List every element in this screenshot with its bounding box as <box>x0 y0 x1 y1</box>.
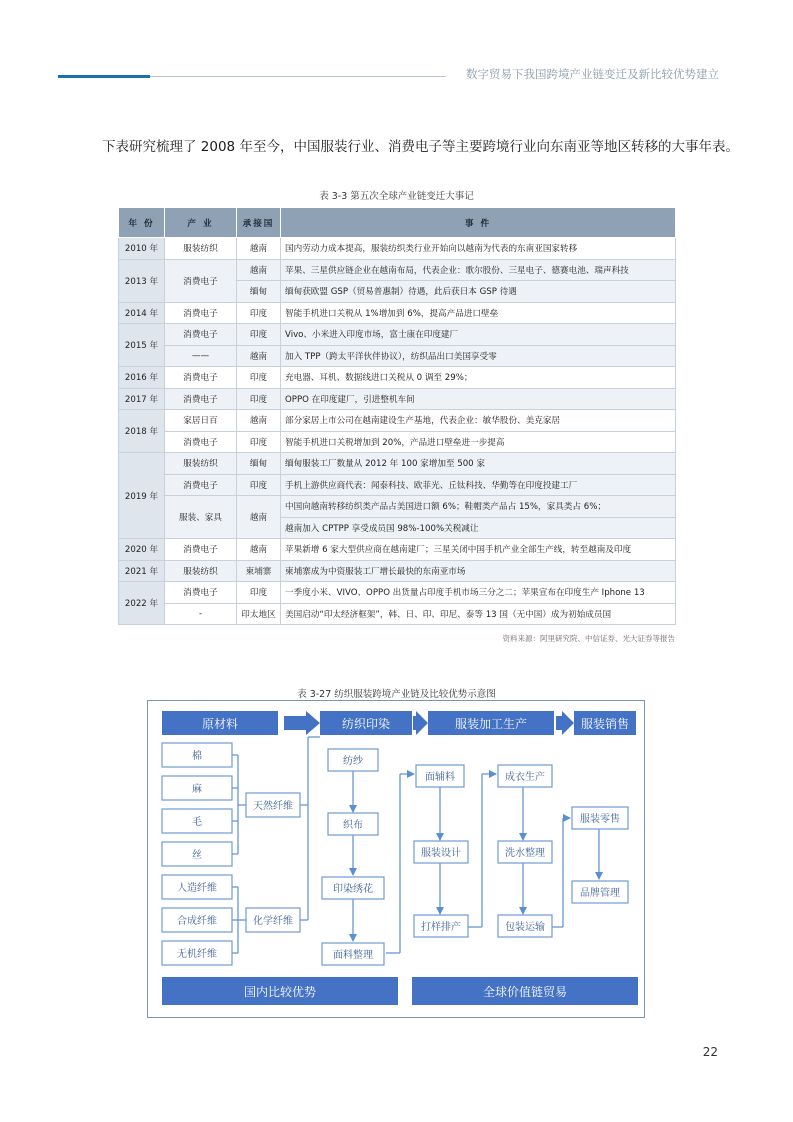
country-cell: 越南 <box>237 259 281 281</box>
table-row <box>119 474 676 496</box>
weaving-label: 织布 <box>343 820 363 831</box>
col-header-country: 承接国 <box>237 208 281 238</box>
event-cell: 苹果、三星供应链企业在越南布局，代表企业：歌尔股份、三星电子、德赛电池、瑞声科技 <box>281 259 676 281</box>
table-row <box>119 496 676 518</box>
country-cell: 柬埔寨 <box>237 560 281 582</box>
industry-cell: 消费电子 <box>165 259 237 302</box>
year-cell: 2020 年 <box>119 539 165 561</box>
event-cell: 苹果新增 6 家大型供应商在越南建厂；三星关闭中国手机产业全部生产线，转至越南及印度 <box>281 539 676 561</box>
table-row <box>119 603 676 625</box>
year-cell: 2014 年 <box>119 302 165 324</box>
industry-cell: 服装纺织 <box>165 560 237 582</box>
material-silk-label: 丝 <box>192 850 202 861</box>
event-cell: 智能手机进口关税从 1%增加到 6%，提高产品进口壁垒 <box>281 302 676 324</box>
stage-manufacturing <box>428 711 554 735</box>
event-cell: 缅甸服装工厂数量从 2012 年 100 家增加至 500 家 <box>281 453 676 475</box>
washing-label: 洗水整理 <box>505 848 545 859</box>
table-caption: 表 3-3 第五次全球产业链变迁大事记 <box>319 191 474 202</box>
stage-arrow <box>284 711 320 735</box>
intro-paragraph: 下表研究梳理了 2008 年至今，中国服装行业、消费电子等主要跨境行业向东南亚等地区转移的大事年表。 <box>102 139 739 155</box>
table-row <box>119 431 676 453</box>
stage-manufacturing-label: 服装加工生产 <box>454 717 528 731</box>
stage-arrow <box>556 711 574 735</box>
brand-management-label: 品牌管理 <box>580 888 620 899</box>
garment-production-label: 成衣生产 <box>505 772 545 783</box>
industry-cell: 消费电子 <box>165 388 237 410</box>
event-cell: 智能手机进口关税增加到 20%，产品进口壁垒进一步提高 <box>281 431 676 453</box>
header-rule <box>150 76 446 77</box>
events-table <box>118 207 676 625</box>
country-cell: 印度 <box>237 367 281 389</box>
stage-dyeing-label: 纺织印染 <box>341 717 391 731</box>
page-number: 22 <box>702 1045 718 1059</box>
col-header-event: 事 件 <box>281 208 676 238</box>
industry-cell: 服装纺织 <box>165 238 237 260</box>
material-inorganic-label: 无机纤维 <box>177 949 217 960</box>
table-row <box>119 453 676 475</box>
country-cell: 印太地区 <box>237 603 281 625</box>
table-row <box>119 345 676 367</box>
materials-column <box>162 743 232 965</box>
finishing-label: 面料整理 <box>333 950 373 961</box>
country-cell: 越南 <box>237 496 281 539</box>
fiber-groups <box>246 793 300 932</box>
event-cell: Vivo、小米进入印度市场，富士康在印度建厂 <box>281 324 676 346</box>
making-right-column <box>498 765 552 937</box>
year-cell: 2013 年 <box>119 259 165 302</box>
industry-cell: 消费电子 <box>165 474 237 496</box>
event-cell: 中国向越南转移纺织类产品占美国进口额 6%；鞋帽类产品占 15%，家具类占 6%； <box>281 496 676 518</box>
table-source-note: 资料来源：阿里研究院、中信证券、光大证券等报告 <box>502 634 675 643</box>
country-cell: 印度 <box>237 431 281 453</box>
stage-raw-materials <box>162 711 278 735</box>
country-cell: 印度 <box>237 582 281 604</box>
year-cell: 2022 年 <box>119 582 165 625</box>
year-cell: 2017 年 <box>119 388 165 410</box>
table-row <box>119 238 676 260</box>
industry-cell: 消费电子 <box>165 431 237 453</box>
industry-cell: 家居日百 <box>165 410 237 432</box>
event-cell: 加入 TPP（跨太平洋伙伴协议），纺织品出口美国享受零 <box>281 345 676 367</box>
country-cell: 缅甸 <box>237 281 281 303</box>
col-header-year: 年 份 <box>119 208 165 238</box>
country-cell: 印度 <box>237 474 281 496</box>
country-cell: 印度 <box>237 324 281 346</box>
country-cell: 越南 <box>237 345 281 367</box>
table-row <box>119 302 676 324</box>
event-cell: OPPO 在印度建厂，引进整机车间 <box>281 388 676 410</box>
table-row <box>119 560 676 582</box>
table-row <box>119 324 676 346</box>
event-cell: 柬埔寨成为中资服装工厂增长最快的东南亚市场 <box>281 560 676 582</box>
table-row <box>119 259 676 281</box>
year-cell: 2015 年 <box>119 324 165 367</box>
event-cell: 部分家居上市公司在越南建设生产基地，代表企业：敏华股份、美克家居 <box>281 410 676 432</box>
event-cell: 手机上游供应商代表：闻泰科技、欧菲光、丘钛科技、华勤等在印度投建工厂 <box>281 474 676 496</box>
supply-chain-diagram <box>147 700 645 1018</box>
stage-sales <box>574 711 636 735</box>
header-accent-bar <box>58 75 150 78</box>
printing-label: 印染绣花 <box>333 884 373 895</box>
domestic-advantage-banner <box>162 977 398 1005</box>
industry-cell: 消费电子 <box>165 302 237 324</box>
material-rayon-label: 人造纤维 <box>177 883 217 894</box>
table-row <box>119 582 676 604</box>
spinning-label: 纺纱 <box>343 756 363 767</box>
stage-sales-label: 服装销售 <box>580 717 630 731</box>
natural-fiber-label: 天然纤维 <box>253 801 293 812</box>
country-cell: 印度 <box>237 302 281 324</box>
event-cell: 缅甸获欧盟 GSP（贸易普惠制）待遇，此后获日本 GSP 待遇 <box>281 281 676 303</box>
sampling-label: 打样排产 <box>421 922 461 933</box>
event-cell: 充电器、耳机、数据线进口关税从 0 调至 29%； <box>281 367 676 389</box>
figure-caption: 表 3-27 纺织服装跨境产业链及比较优势示意图 <box>297 689 496 700</box>
material-wool-label: 毛 <box>192 817 202 828</box>
making-left-column <box>414 765 468 937</box>
fabric-label: 面辅料 <box>425 772 455 783</box>
sales-column <box>572 807 628 903</box>
table-row <box>119 539 676 561</box>
country-cell: 缅甸 <box>237 453 281 475</box>
stage-arrow <box>413 711 428 735</box>
table-row <box>119 388 676 410</box>
table-row <box>119 410 676 432</box>
domestic-advantage-label: 国内比较优势 <box>243 985 317 999</box>
industry-cell: —— <box>165 345 237 367</box>
year-cell: 2021 年 <box>119 560 165 582</box>
industry-cell: 消费电子 <box>165 582 237 604</box>
country-cell: 印度 <box>237 388 281 410</box>
packaging-label: 包装运输 <box>505 922 545 933</box>
retail-label: 服装零售 <box>580 814 620 825</box>
year-cell: 2018 年 <box>119 410 165 453</box>
industry-cell: 服装、家具 <box>165 496 237 539</box>
table-row <box>119 367 676 389</box>
industry-cell: 消费电子 <box>165 324 237 346</box>
global-value-chain-label: 全球价值链贸易 <box>482 985 568 999</box>
event-cell: 国内劳动力成本提高，服装纺织类行业开始向以越南为代表的东南亚国家转移 <box>281 238 676 260</box>
country-cell: 越南 <box>237 410 281 432</box>
year-cell: 2019 年 <box>119 453 165 539</box>
global-value-chain-banner <box>412 977 638 1005</box>
industry-cell: 消费电子 <box>165 367 237 389</box>
industry-cell: - <box>165 603 237 625</box>
event-cell: 一季度小米、VIVO、OPPO 出货量占印度手机市场三分之二；苹果宣布在印度生产 Iphone 13 <box>281 582 676 604</box>
country-cell: 越南 <box>237 539 281 561</box>
event-cell: 越南加入 CPTPP 享受成员国 98%-100%关税减让 <box>281 517 676 539</box>
stage-dyeing <box>320 711 412 735</box>
material-hemp-label: 麻 <box>192 784 202 795</box>
table-header-row <box>119 208 676 238</box>
industry-cell: 服装纺织 <box>165 453 237 475</box>
material-synthetic-label: 合成纤维 <box>177 916 217 927</box>
chemical-fiber-label: 化学纤维 <box>253 916 293 927</box>
material-cotton-label: 棉 <box>192 751 202 762</box>
country-cell: 越南 <box>237 238 281 260</box>
year-cell: 2016 年 <box>119 367 165 389</box>
design-label: 服装设计 <box>421 848 461 859</box>
stage-raw-materials-label: 原材料 <box>201 717 239 731</box>
document-title: 数字贸易下我国跨境产业链变迁及新比较优势建立 <box>466 67 719 81</box>
col-header-industry: 产 业 <box>165 208 237 238</box>
industry-cell: 消费电子 <box>165 539 237 561</box>
year-cell: 2010 年 <box>119 238 165 260</box>
event-cell: 美国启动“印太经济框架”，韩、日、印、印尼、泰等 13 国（无中国）成为初始成员国 <box>281 603 676 625</box>
